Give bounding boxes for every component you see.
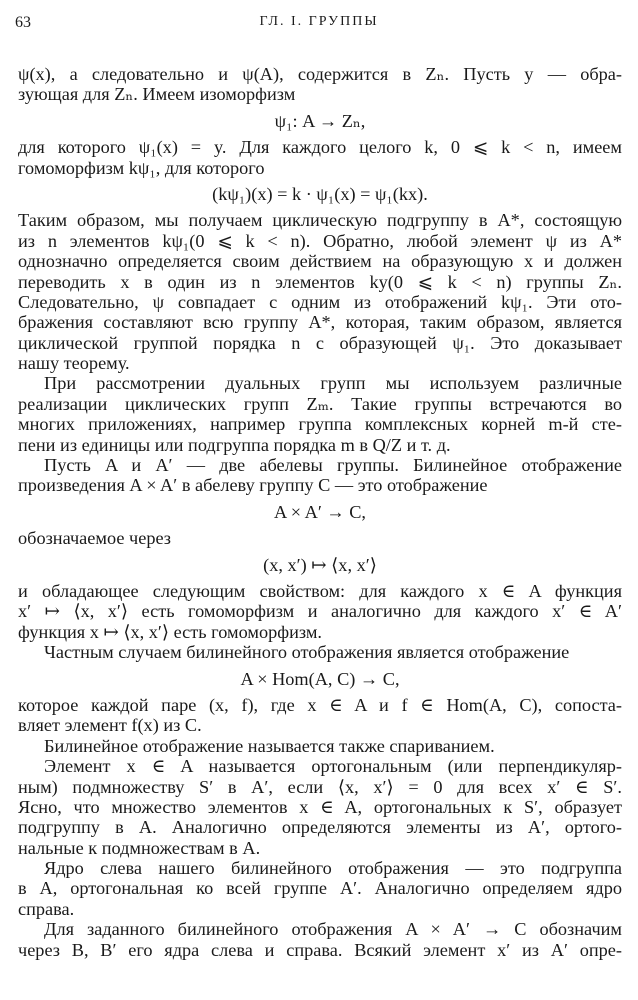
text-line: в A, ортогональная ко всей группе A′. Аналогично определяем ядро bbox=[18, 878, 622, 899]
paragraph-start: Частным случаем билинейного отображения является отображение bbox=[44, 642, 570, 663]
paragraph-start: Элемент x ∈ A называется ортогональным (или перпендикуляр- bbox=[44, 756, 622, 777]
paragraph-start: Пусть A и A′ — две абелевы группы. Билинейное отображение bbox=[44, 455, 622, 476]
text-line: ψ(x), а следовательно и ψ(A), содержится в Zₙ. Пусть y — обра- bbox=[18, 64, 622, 84]
text-line: для которого ψ₁(x) = y. Для каждого целого k, 0 ⩽ k < n, имеем bbox=[18, 137, 622, 158]
text-line: нальные к подмножествам в A. bbox=[18, 837, 261, 858]
text-line: которое каждой паре (x, f), где x ∈ A и f ∈ Hom(A, C), сопоста- bbox=[18, 694, 622, 715]
paragraph-start: Билинейное отображение называется также спариванием. bbox=[44, 735, 495, 756]
text-line: циклической группой порядка n с образующей ψ₁. Это доказывает bbox=[18, 332, 622, 353]
text-line: ным) подмножеству S′ в A′, если ⟨x, x′⟩ = 0 для всех x′ ∈ S′. bbox=[18, 776, 622, 797]
text-line: нашу теорему. bbox=[18, 353, 130, 374]
formula: (x, x′) ↦ ⟨x, x′⟩ bbox=[263, 554, 377, 575]
text-line: Ясно, что множество элементов x ∈ A, ортогональных к S′, образует bbox=[18, 796, 622, 817]
text-line: зующая для Zₙ. Имеем изоморфизм bbox=[18, 84, 296, 105]
formula: A × Hom(A, C) → C, bbox=[240, 668, 400, 689]
text-line: однозначно определяется своим действием на образующую x и должен bbox=[18, 251, 622, 272]
text-line: реализации циклических групп Zₘ. Такие группы встречаются во bbox=[18, 393, 622, 414]
paragraph-start: Для заданного билинейного отображения A × A′ → C обозначим bbox=[44, 919, 622, 940]
text-line: функция x ↦ ⟨x, x′⟩ есть гомоморфизм. bbox=[18, 621, 322, 642]
formula: (kψ₁)(x) = k · ψ₁(x) = ψ₁(kx). bbox=[212, 183, 428, 204]
paragraph-start: При рассмотрении дуальных групп мы используем различные bbox=[44, 373, 622, 394]
text-line: гомоморфизм kψ₁, для которого bbox=[18, 157, 265, 178]
text-line: пени из единицы или подгруппа порядка m в Q/Z и т. д. bbox=[18, 434, 451, 455]
text-line: и обладающее следующим свойством: для каждого x ∈ A функция bbox=[18, 580, 622, 601]
text-line: из n элементов kψ₁(0 ⩽ k < n). Обратно, любой элемент ψ из A* bbox=[18, 230, 622, 251]
text-line: обозначаемое через bbox=[18, 528, 172, 549]
formula: ψ₁: A → Zₙ, bbox=[274, 110, 366, 131]
text-line: подгруппу в A. Аналогично определяются элементы из A′, ортого- bbox=[18, 817, 622, 838]
text-line: Следовательно, ψ совпадает с одним из отображений kψ₁. Эти ото- bbox=[18, 291, 622, 312]
text-line: многих приложениях, например группа комплексных корней m-й сте- bbox=[18, 414, 622, 435]
text-line: переводить x в один из n элементов ky(0 ⩽ k < n) группы Zₙ. bbox=[18, 271, 622, 292]
text-line: справа. bbox=[18, 898, 75, 919]
text-line: бражения составляют всю группу A*, которая, таким образом, является bbox=[18, 312, 622, 333]
page-header bbox=[0, 14, 638, 34]
text-line: вляет элемент f(x) из C. bbox=[18, 715, 202, 736]
text-line: Таким образом, мы получаем циклическую подгруппу в A*, состоящую bbox=[18, 210, 622, 231]
paragraph-start: Ядро слева нашего билинейного отображения — это подгруппа bbox=[44, 858, 622, 879]
page-number: 63 bbox=[15, 14, 31, 31]
running-head: ГЛ. I. ГРУППЫ bbox=[259, 14, 379, 29]
text-line: через B, B′ его ядра слева и справа. Всякий элемент x′ из A′ опре- bbox=[18, 939, 622, 960]
formula: A × A′ → C, bbox=[273, 501, 367, 522]
text-line: x′ ↦ ⟨x, x′⟩ есть гомоморфизм и аналогично для каждого x′ ∈ A′ bbox=[18, 601, 622, 622]
page-body bbox=[18, 64, 622, 960]
text-line: произведения A × A′ в абелеву группу C — это отображение bbox=[18, 475, 488, 496]
